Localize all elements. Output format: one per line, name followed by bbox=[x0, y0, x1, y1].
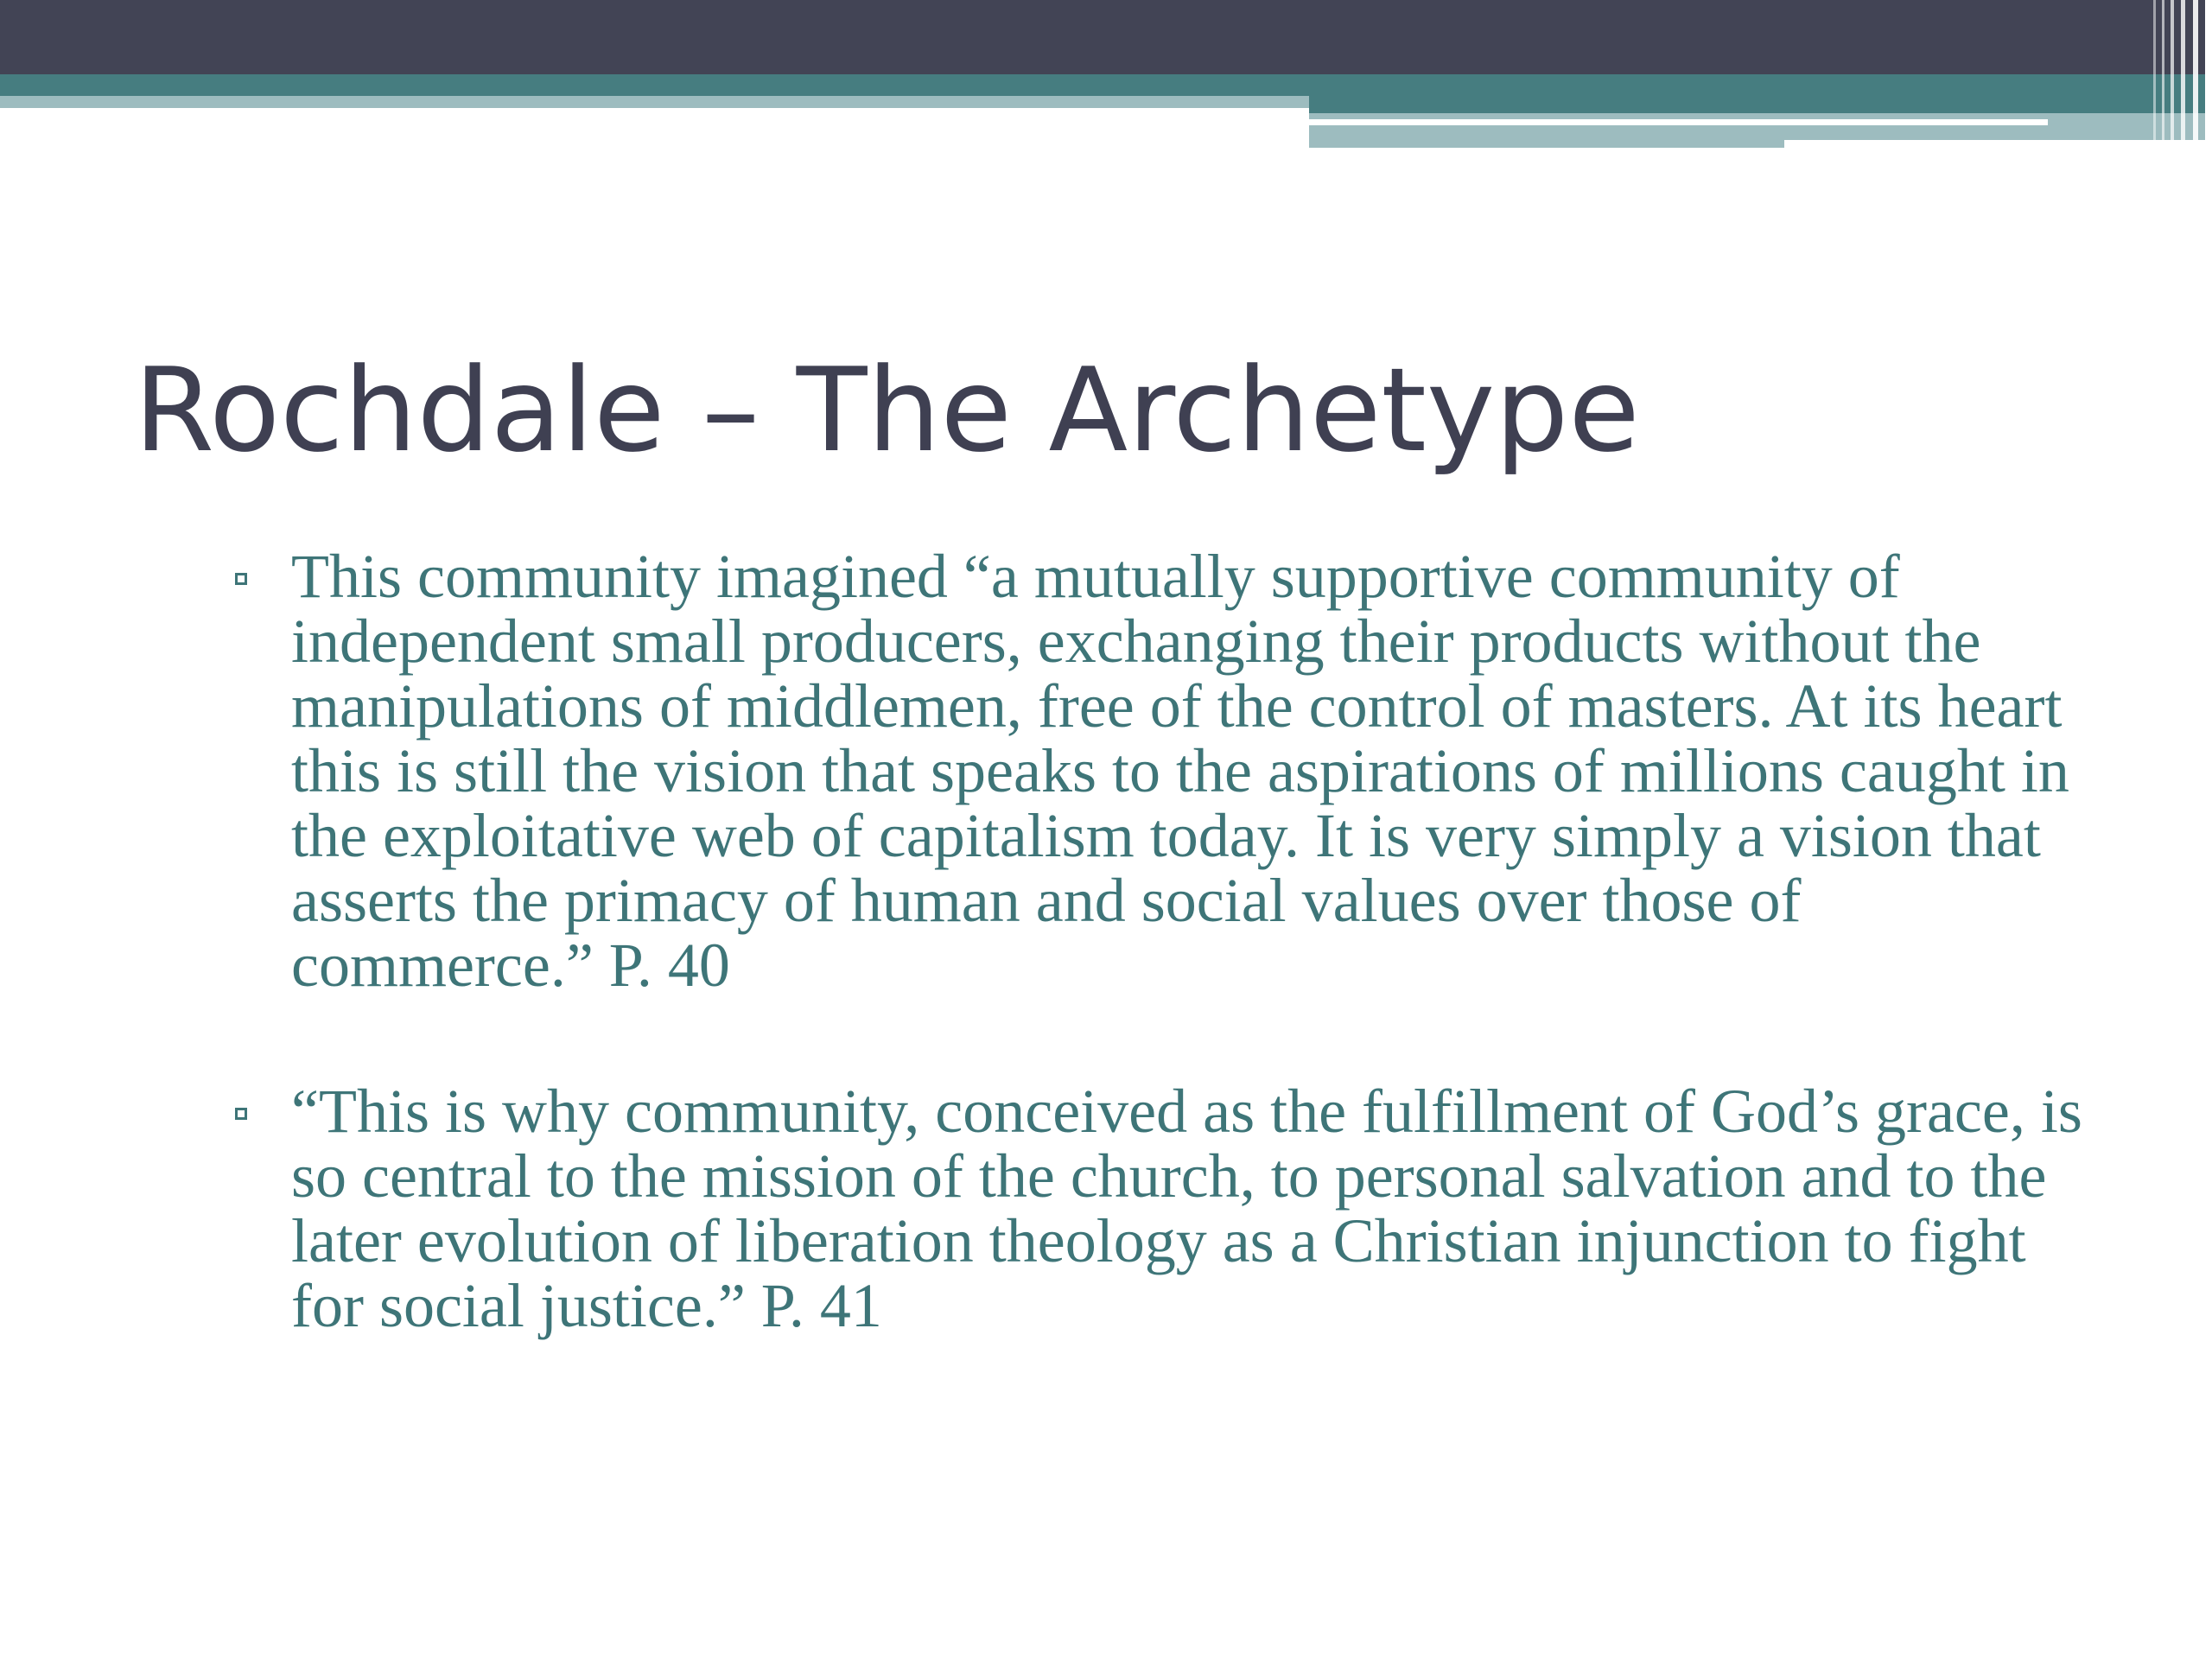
bullet-item bbox=[233, 544, 2082, 998]
bullet-list bbox=[233, 544, 2082, 1338]
square-bullet-icon bbox=[235, 573, 247, 585]
bullet-text: “This is why community, conceived as the fulfillment of God’s grace, is so central to the mission of the church, to personal salvation and to the later evolution of liberation theology as a Christian injunction to fight for social justice.” P. 41 bbox=[291, 1077, 2082, 1340]
edge-stripe bbox=[2193, 0, 2198, 149]
edge-stripe bbox=[2153, 0, 2156, 149]
slide-title: Rochdale – The Archetype bbox=[134, 343, 1640, 478]
header-line-white-short bbox=[1784, 140, 2212, 148]
bullet-text: This community imagined “a mutually supportive community of independent small producers, exchanging their products without the manipulations of middlemen, free of the control of masters. At its heart this is still the vision that speaks to the aspirations of millions caught in the exploitative web of capitalism today. It is very simply a vision that asserts the primacy of human and social values over those of commerce.” P. 40 bbox=[291, 542, 2069, 1000]
square-bullet-icon bbox=[235, 1108, 247, 1120]
header-band-light-left bbox=[0, 96, 1309, 108]
header-line-white bbox=[1309, 119, 2048, 125]
edge-stripe bbox=[2181, 0, 2185, 149]
header-band-dark bbox=[0, 0, 2212, 74]
edge-stripe bbox=[2171, 0, 2174, 149]
bullet-item bbox=[233, 1079, 2082, 1338]
edge-stripe bbox=[2162, 0, 2164, 149]
edge-stripe bbox=[2205, 0, 2212, 149]
header-band-teal bbox=[0, 74, 2212, 96]
header-band-teal-right bbox=[1309, 96, 2212, 113]
